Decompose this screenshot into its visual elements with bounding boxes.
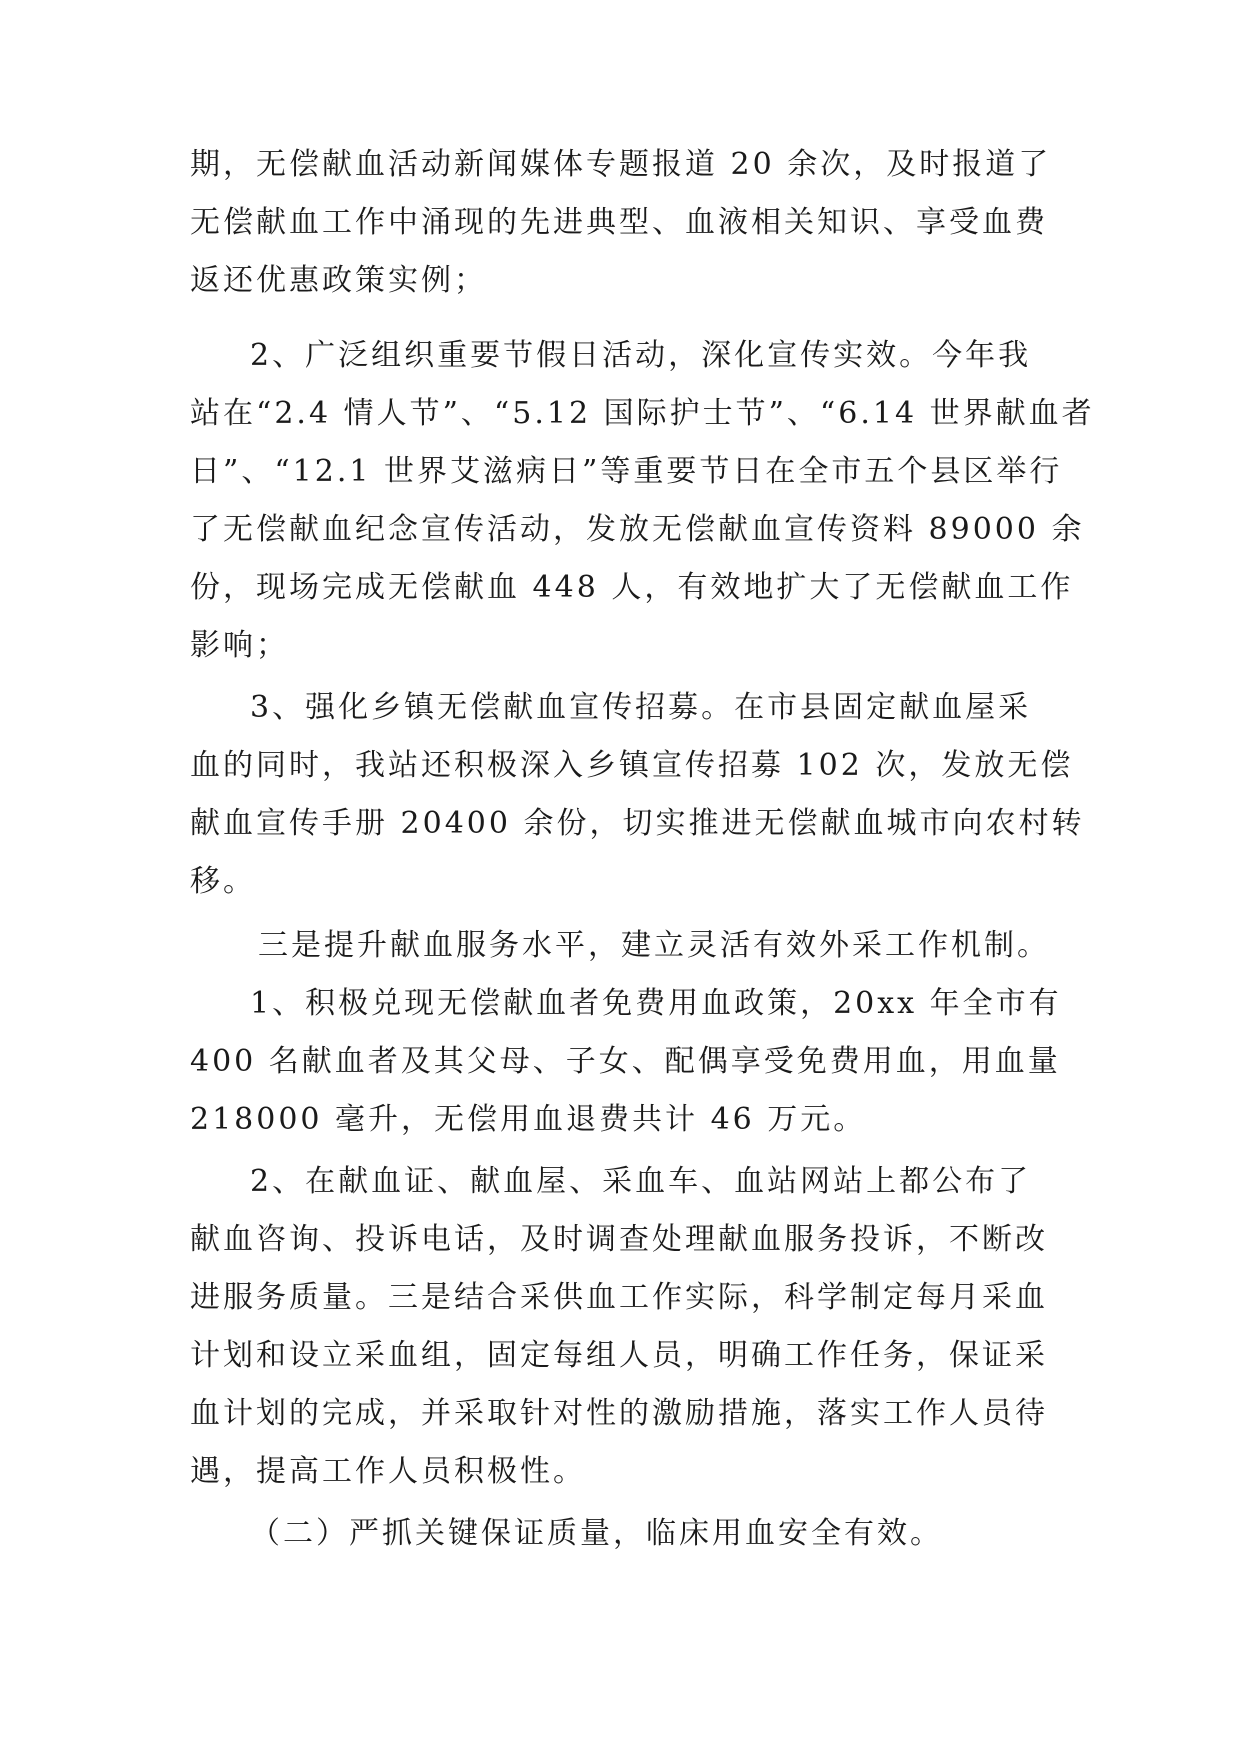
text-line: 400 名献血者及其父母、子女、配偶享受免费用血，用血量 bbox=[190, 1044, 1061, 1079]
text-line: 份，现场完成无偿献血 448 人，有效地扩大了无偿献血工作 bbox=[190, 570, 1074, 605]
text-line: 日”、“12.1 世界艾滋病日”等重要节日在全市五个县区举行 bbox=[190, 454, 1063, 489]
text-line: 遇，提高工作人员积极性。 bbox=[190, 1454, 586, 1489]
text-line: 期，无偿献血活动新闻媒体专题报道 20 余次，及时报道了 bbox=[190, 147, 1052, 182]
text-line: 2、在献血证、献血屋、采血车、血站网站上都公布了 bbox=[250, 1164, 1032, 1199]
text-line: 血计划的完成，并采取针对性的激励措施，落实工作人员待 bbox=[190, 1396, 1048, 1431]
text-line: 返还优惠政策实例； bbox=[190, 263, 487, 298]
text-line: 无偿献血工作中涌现的先进典型、血液相关知识、享受血费 bbox=[190, 205, 1048, 240]
text-line: 2、广泛组织重要节假日活动，深化宣传实效。今年我 bbox=[250, 338, 1032, 373]
section-heading: （二）严抓关键保证质量，临床用血安全有效。 bbox=[250, 1516, 943, 1551]
text-line: 站在“2.4 情人节”、“5.12 国际护士节”、“6.14 世界献血者 bbox=[190, 396, 1095, 431]
text-line: 移。 bbox=[190, 864, 256, 899]
text-line: 献血宣传手册 20400 余份，切实推进无偿献血城市向农村转 bbox=[190, 806, 1085, 841]
text-line: 了无偿献血纪念宣传活动，发放无偿献血宣传资料 89000 余 bbox=[190, 512, 1085, 547]
text-line: 影响； bbox=[190, 628, 289, 663]
text-line: 三是提升献血服务水平，建立灵活有效外采工作机制。 bbox=[258, 928, 1050, 963]
text-line: 1、积极兑现无偿献血者免费用血政策，20xx 年全市有 bbox=[250, 986, 1062, 1021]
text-line: 3、强化乡镇无偿献血宣传招募。在市县固定献血屋采 bbox=[250, 690, 1032, 725]
text-line: 进服务质量。三是结合采供血工作实际，科学制定每月采血 bbox=[190, 1280, 1048, 1315]
text-line: 血的同时，我站还积极深入乡镇宣传招募 102 次，发放无偿 bbox=[190, 748, 1074, 783]
text-line: 218000 毫升，无偿用血退费共计 46 万元。 bbox=[190, 1102, 867, 1137]
text-line: 献血咨询、投诉电话，及时调查处理献血服务投诉，不断改 bbox=[190, 1222, 1048, 1257]
text-line: 计划和设立采血组，固定每组人员，明确工作任务，保证采 bbox=[190, 1338, 1048, 1373]
